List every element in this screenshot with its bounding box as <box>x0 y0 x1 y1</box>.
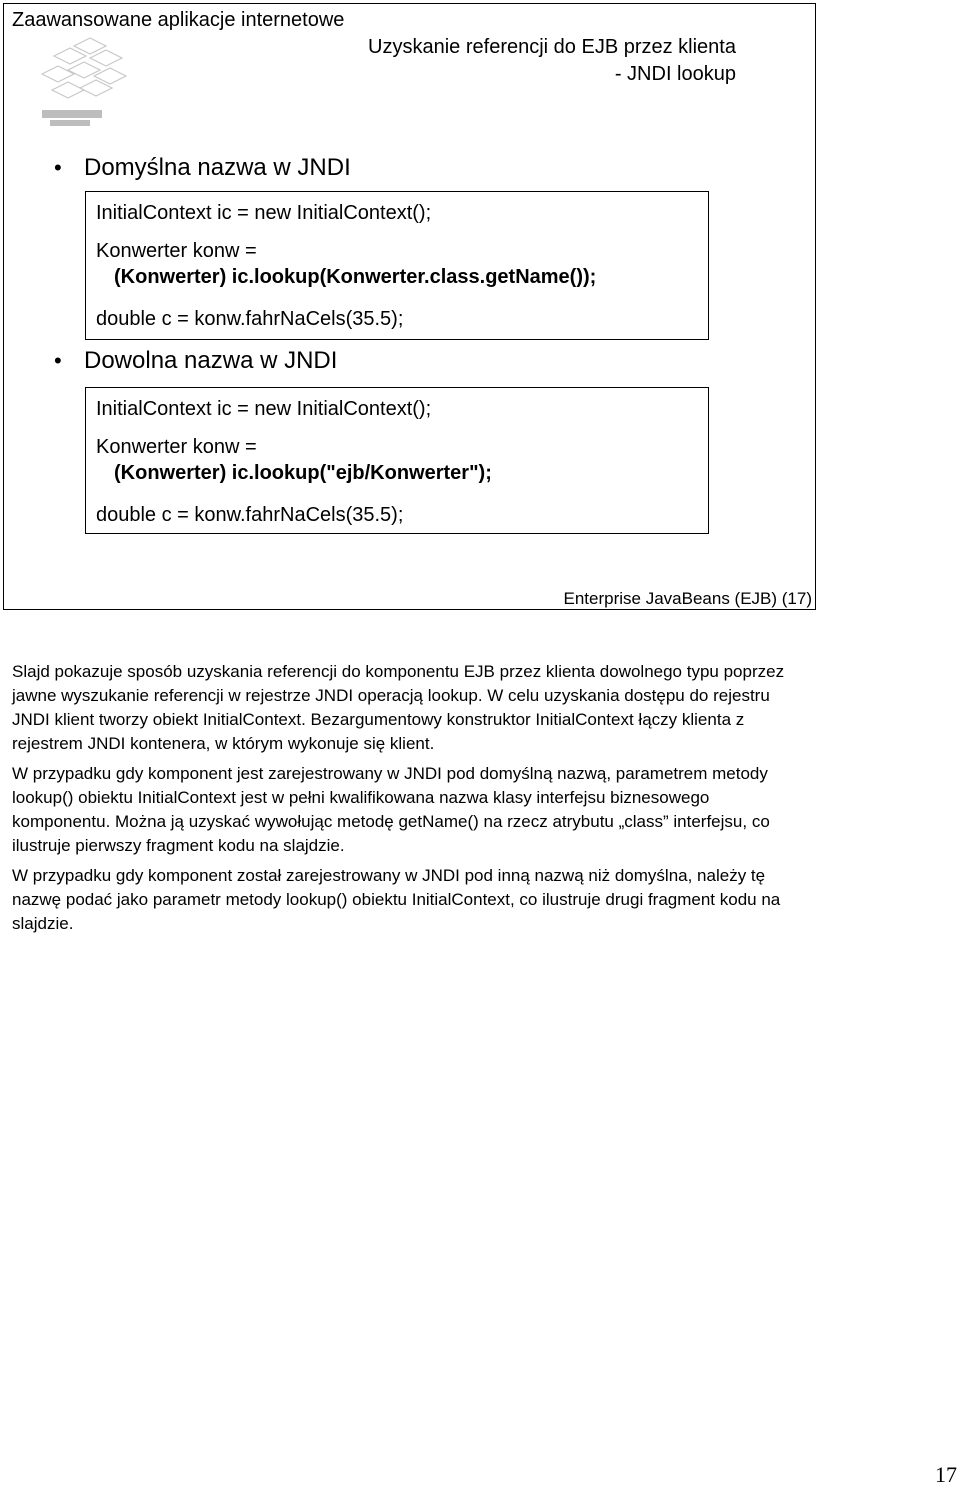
code-line: double c = konw.fahrNaCels(35.5); <box>96 308 404 330</box>
bullet-label: Dowolna nazwa w JNDI <box>84 347 338 374</box>
code-line: (Konwerter) ic.lookup("ejb/Konwerter"); <box>114 462 492 484</box>
bullet-label: Domyślna nazwa w JNDI <box>84 154 351 181</box>
code-box-default-name <box>85 191 709 340</box>
bullet-custom-jndi-name <box>54 345 337 377</box>
slide-title-line-2: - JNDI lookup <box>614 63 736 85</box>
slide-title-line-1: Uzyskanie referencji do EJB przez klienta <box>368 36 736 58</box>
code-line: InitialContext ic = new InitialContext(); <box>96 202 432 224</box>
university-logo-icon <box>34 36 130 132</box>
code-line: (Konwerter) ic.lookup(Konwerter.class.getName()); <box>114 266 597 288</box>
notes-paragraph: Slajd pokazuje sposób uzyskania referencji do komponentu EJB przez klienta dowolnego typu poprzez jawne wyszukanie referencji w rejestrze JNDI operacją lookup. W celu uzyskania dostępu do rejestru JNDI klient tworzy obiekt InitialContext. Bezargumentowy konstruktor InitialContext łączy klienta z rejestrem JNDI kontenera, w którym wykonuje się klient. <box>12 662 785 753</box>
bullet-default-jndi-name <box>54 152 351 184</box>
slide-footer-label: Enterprise JavaBeans (EJB) (17) <box>563 589 812 608</box>
notes-paragraph: W przypadku gdy komponent został zarejestrowany w JNDI pod inną nazwą niż domyślna, należy tę nazwę podać jako parametr metody lookup() obiektu InitialContext, co ilustruje drugi fragment kodu na slajdzie. <box>12 866 781 933</box>
bullet-dot-icon: • <box>54 155 62 180</box>
slide-frame <box>3 3 816 610</box>
notes-paragraph: W przypadku gdy komponent jest zarejestrowany w JNDI pod domyślną nazwą, parametrem metody lookup() obiektu InitialContext jest w pełni kwalifikowana nazwa klasy interfejsu biznesowego komponentu. Można ją uzyskać wywołując metodę getName() na rzecz atrybutu „class” interfejsu, co ilustruje pierwszy fragment kodu na slajdzie. <box>12 764 770 855</box>
bullet-dot-icon: • <box>54 348 62 373</box>
code-line: Konwerter konw = <box>96 436 257 458</box>
code-line: double c = konw.fahrNaCels(35.5); <box>96 504 404 526</box>
course-title: Zaawansowane aplikacje internetowe <box>12 9 345 31</box>
code-box-custom-name <box>85 387 709 534</box>
code-line: InitialContext ic = new InitialContext(); <box>96 398 432 420</box>
speaker-notes <box>12 660 812 942</box>
code-line: Konwerter konw = <box>96 240 257 262</box>
page-number: 17 <box>935 1462 957 1487</box>
